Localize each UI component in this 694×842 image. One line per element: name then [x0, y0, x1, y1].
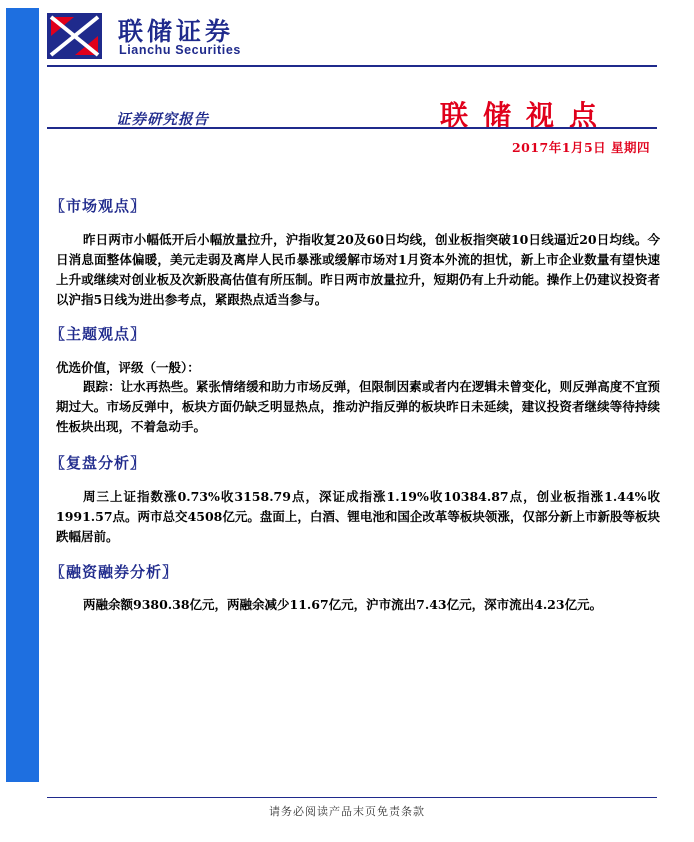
footer-divider — [47, 797, 657, 798]
footer-disclaimer: 请务必阅读产品末页免责条款 — [269, 805, 425, 818]
margin-trading-paragraph: 两融余额9380.38亿元，两融余减少11.67亿元，沪市流出7.43亿元，深市流出4.23亿元。 — [83, 597, 603, 612]
brand-name-cn: 联储证券 — [118, 17, 235, 46]
section-title-margin-trading: 〖融资融券分析〗 — [50, 563, 179, 581]
column-title: 联储视点 — [440, 99, 613, 132]
market-review-paragraph: 周三上证指数涨0.73%收3158.79点，深证成指涨1.19%收10384.87点，创业板指涨1.44%收1991.57点。两市总交4508亿元。盘面上，白酒、锂电池和国企改革等板块领涨，仅部分新上市新股等板块跌幅居前。 — [56, 489, 660, 544]
market-view-paragraph: 昨日两市小幅低开后小幅放量拉升，沪指收复20及60日均线，创业板指突破10日线逼近20日均线。今日消息面整体偏暖，美元走弱及离岸人民币暴涨或缓解市场对1月资本外流的担忧，新上市企业数量有望快速上升或继续对创业板及次新股高估值有所压制。昨日两市放量拉升，短期仍有上升动能。操作上仍建议投资者以沪指5日线为进出参考点，紧跟热点适当参与。 — [56, 232, 660, 307]
section-title-market-review: 〖复盘分析〗 — [50, 454, 147, 472]
report-type: 证券研究报告 — [116, 111, 209, 128]
header-divider — [47, 65, 657, 67]
section-title-theme-view: 〖主题观点〗 — [50, 325, 147, 343]
sidebar-stripe — [6, 8, 39, 782]
section-title-market-view: 〖市场观点〗 — [50, 197, 147, 215]
title-divider — [47, 127, 657, 129]
company-logo-icon — [47, 13, 102, 59]
brand-name-en: Lianchu Securities — [119, 43, 241, 57]
theme-view-lead: 优选价值，评级（一般）： — [56, 360, 200, 375]
report-date: 2017年1月5日 星期四 — [511, 140, 650, 155]
theme-view-paragraph: 跟踪：让水再热些。紧张情绪缓和助力市场反弹，但限制因素或者内在逻辑未曾变化，则反弹高度不宜预期过大。市场反弹中，板块方面仍缺乏明显热点，推动沪指反弹的板块昨日未延续，建议投资者继续等待持续性板块出现，不着急动手。 — [56, 379, 660, 434]
